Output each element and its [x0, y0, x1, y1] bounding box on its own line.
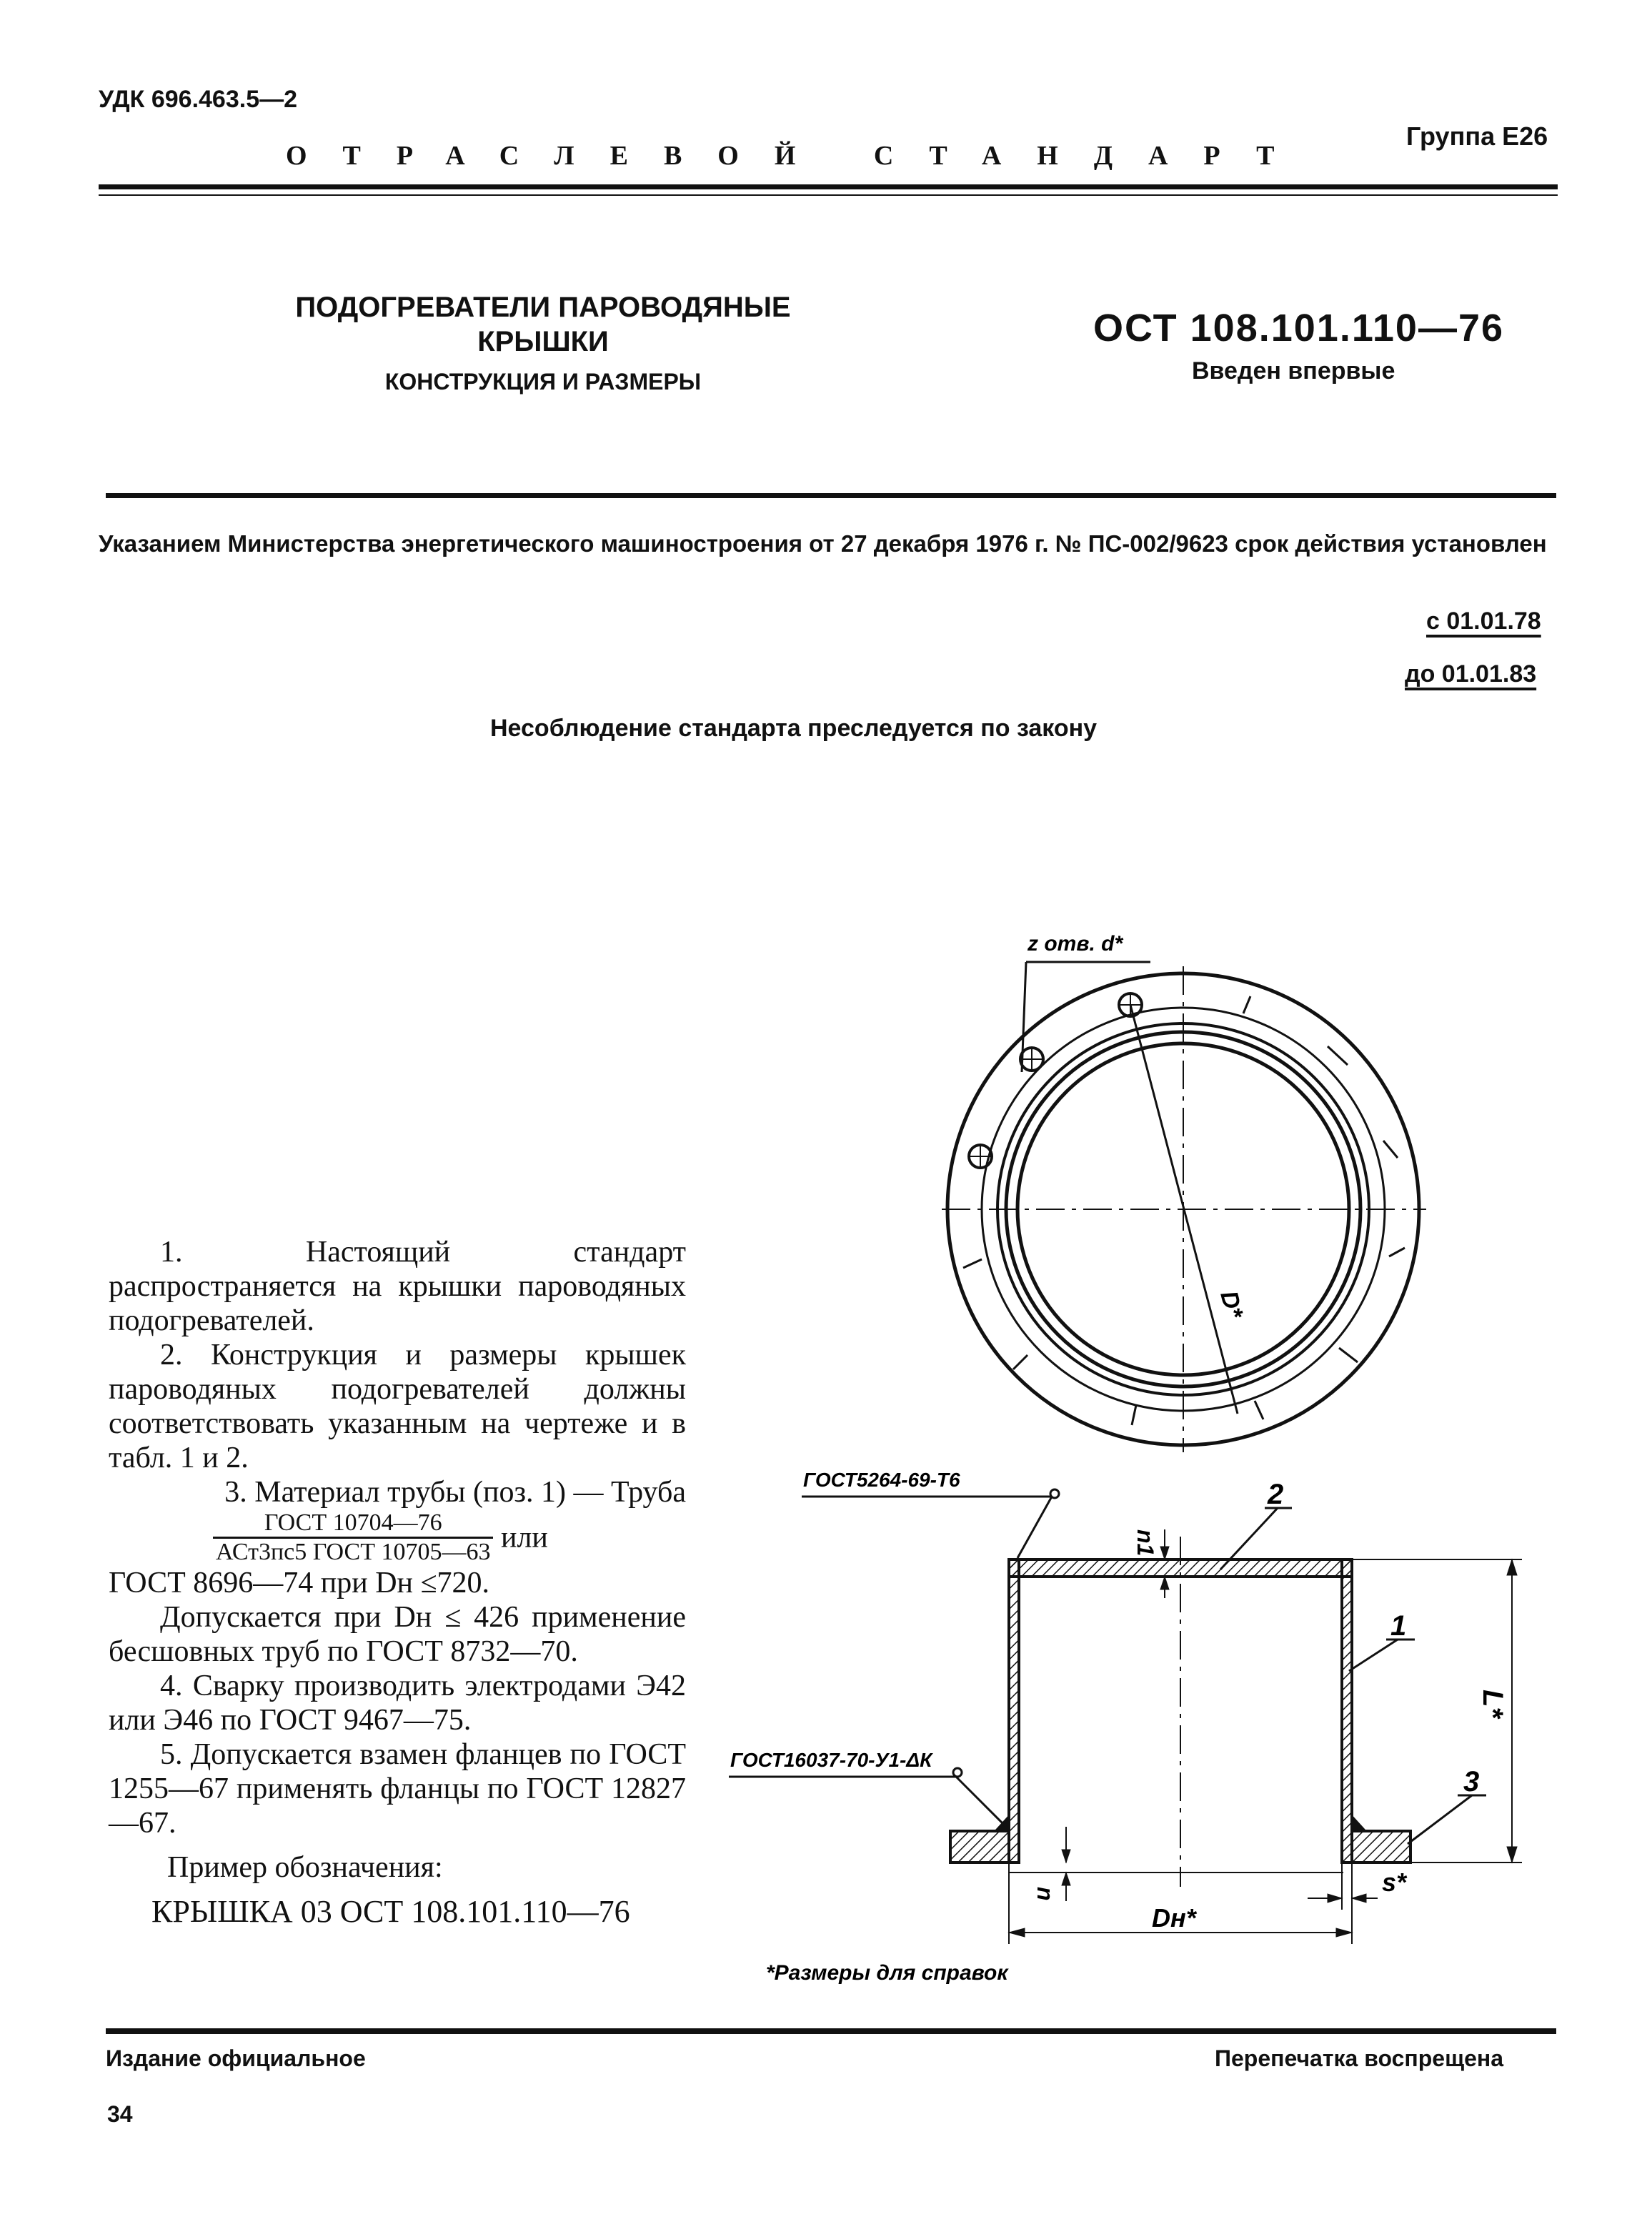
- left-flange: [950, 1831, 1009, 1862]
- weld-top-label: ГОСТ5264-69-Т6: [803, 1469, 960, 1491]
- introduced-note: Введен впервые: [1192, 357, 1395, 385]
- reference-note: *Размеры для справок: [766, 1961, 1008, 1985]
- footer-rule: [106, 2028, 1556, 2034]
- plan-view: [942, 962, 1426, 1452]
- clause-3-start: 3. Материал трубы (поз. 1) — Труба: [224, 1476, 686, 1509]
- edition-note: Издание официальное: [106, 2045, 366, 2071]
- pos2-label: 2: [1268, 1479, 1284, 1510]
- clause-1: 1. Настоящий стандарт распространяется на крышки пароводяных подогревателей.: [109, 1236, 686, 1337]
- example-label: Пример обозначения:: [167, 1851, 443, 1884]
- clause-3-end: ГОСТ 8696—74 при Dн ≤720.: [109, 1567, 490, 1599]
- L-label: L*: [1477, 1690, 1508, 1718]
- validity-to: до 01.01.83: [1405, 660, 1537, 688]
- diameter-label: D*: [1215, 1288, 1248, 1321]
- standard-code: ОСТ 108.101.110—76: [1093, 307, 1505, 349]
- legal-warning: Несоблюдение стандарта преследуется по закону: [490, 715, 1098, 742]
- clause-3-allow: Допускается при Dн ≤ 426 применение бесшовных труб по ГОСТ 8732—70.: [109, 1601, 686, 1668]
- Dn-label: Dн*: [1152, 1903, 1196, 1933]
- example-designation: КРЫШКА 03 ОСТ 108.101.110—76: [151, 1894, 630, 1929]
- n1-label: n1: [1133, 1529, 1158, 1557]
- group-code: Группа Е26: [1406, 121, 1548, 151]
- decree-text: Указанием Министерства энергетического машиностроения от 27 декабря 1976 г. № ПС-002/9623 срок действия установлен: [99, 530, 1547, 557]
- title-line2: КРЫШКИ: [477, 326, 609, 357]
- s-label: s*: [1382, 1868, 1407, 1897]
- material-fraction-numerator: ГОСТ 10704—76: [213, 1509, 493, 1539]
- pos1-leader: [1349, 1640, 1398, 1671]
- clause-2: 2. Конструкция и размеры крышек пароводяных подогревателей должны соответствовать указанным на чертеже и в табл. 1 и 2.: [109, 1339, 686, 1474]
- pos3-label: 3: [1463, 1766, 1480, 1797]
- right-flange: [1352, 1831, 1410, 1862]
- page-number: 34: [107, 2101, 133, 2127]
- banner-title: ОТРАСЛЕВОЙ СТАНДАРТ: [286, 141, 1310, 171]
- right-wall: [1342, 1559, 1352, 1862]
- clause-5: 5. Допускается взамен фланцев по ГОСТ 1255—67 применять фланцы по ГОСТ 12827—67.: [109, 1738, 686, 1840]
- clause-3-or: или: [500, 1521, 548, 1554]
- reprint-note: Перепечатка воспрещена: [1215, 2045, 1503, 2071]
- pos3-leader: [1408, 1795, 1472, 1844]
- validity-from: с 01.01.78: [1426, 607, 1541, 635]
- title-line3: КОНСТРУКЦИЯ И РАЗМЕРЫ: [384, 369, 702, 395]
- title-line1: ПОДОГРЕВАТЕЛИ ПАРОВОДЯНЫЕ: [295, 292, 791, 323]
- udk-code: УДК 696.463.5—2: [99, 86, 298, 113]
- material-fraction-denominator: АСт3пс5 ГОСТ 10705—63: [216, 1539, 491, 1565]
- weld-bottom-label: ГОСТ16037-70-У1-ΔК: [730, 1749, 932, 1771]
- holes-label: z отв. d*: [1027, 932, 1123, 956]
- holes-leader: [1022, 962, 1026, 1072]
- clause-4: 4. Сварку производить электродами Э42 или Э46 по ГОСТ 9467—75.: [109, 1670, 686, 1737]
- weld-bottom-leader: [956, 1777, 1006, 1827]
- weld-right: [1352, 1815, 1366, 1831]
- weld-top-leader: [1017, 1497, 1052, 1558]
- n-label: n: [1032, 1887, 1058, 1901]
- pos1-label: 1: [1390, 1610, 1407, 1642]
- left-wall: [1009, 1559, 1019, 1862]
